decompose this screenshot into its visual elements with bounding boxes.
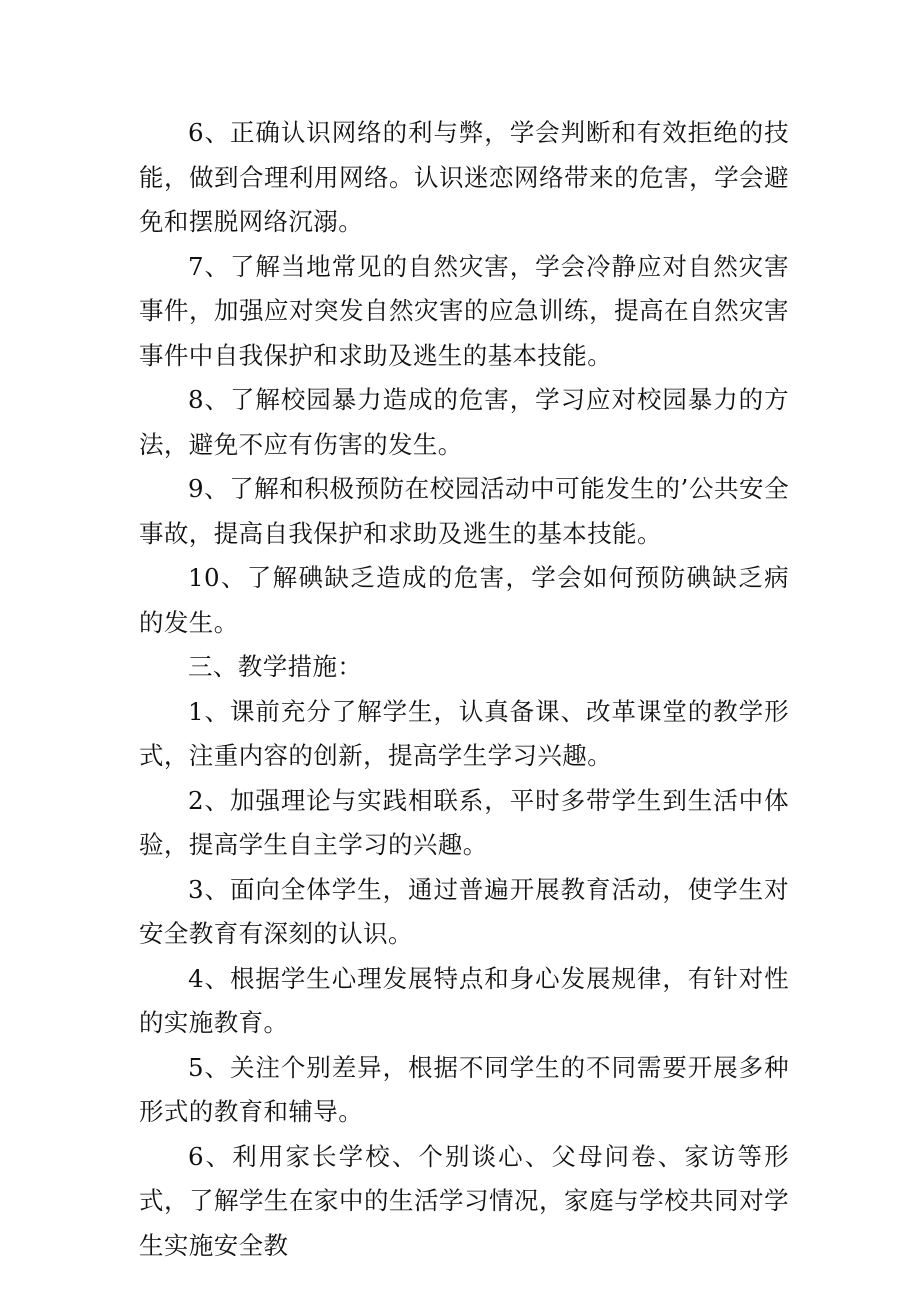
- paragraph-iodine-deficiency: 10、了解碘缺乏造成的危害，学会如何预防碘缺乏病的发生。: [139, 563, 789, 637]
- paragraph-network-safety: 6、正确认识网络的利与弊，学会判断和有效拒绝的技能，做到合理利用网络。认识迷恋网络带来的危害，学会避免和摆脱网络沉溺。: [139, 118, 789, 236]
- paragraph-measure-4: 4、根据学生心理发展特点和身心发展规律，有针对性的实施教育。: [139, 963, 789, 1037]
- paragraph-measure-2: 2、加强理论与实践相联系，平时多带学生到生活中体验，提高学生自主学习的兴趣。: [139, 785, 789, 859]
- paragraph-natural-disaster: 7、了解当地常见的自然灾害，学会冷静应对自然灾害事件，加强应对突发自然灾害的应急训练，提高在自然灾害事件中自我保护和求助及逃生的基本技能。: [139, 251, 789, 370]
- section-heading-teaching-measures: 三、教学措施：: [188, 652, 363, 681]
- paragraph-measure-3: 3、面向全体学生，通过普遍开展教育活动，使学生对安全教育有深刻的认识。: [139, 874, 789, 948]
- paragraph-public-safety: 9、了解和积极预防在校园活动中可能发生的’公共安全事故，提高自我保护和求助及逃生的基本技能。: [139, 474, 789, 548]
- paragraph-measure-5: 5、关注个别差异，根据不同学生的不同需要开展多种形式的教育和辅导。: [139, 1052, 789, 1126]
- paragraph-campus-violence: 8、了解校园暴力造成的危害，学习应对校园暴力的方法，避免不应有伤害的发生。: [139, 385, 789, 459]
- paragraph-measure-6: 6、利用家长学校、个别谈心、父母问卷、家访等形式，了解学生在家中的生活学习情况，家庭与学校共同对学生实施安全教: [139, 1141, 789, 1260]
- paragraph-measure-1: 1、课前充分了解学生，认真备课、改革课堂的教学形式，注重内容的创新，提高学生学习兴趣。: [139, 696, 789, 770]
- document-body: [139, 111, 789, 1268]
